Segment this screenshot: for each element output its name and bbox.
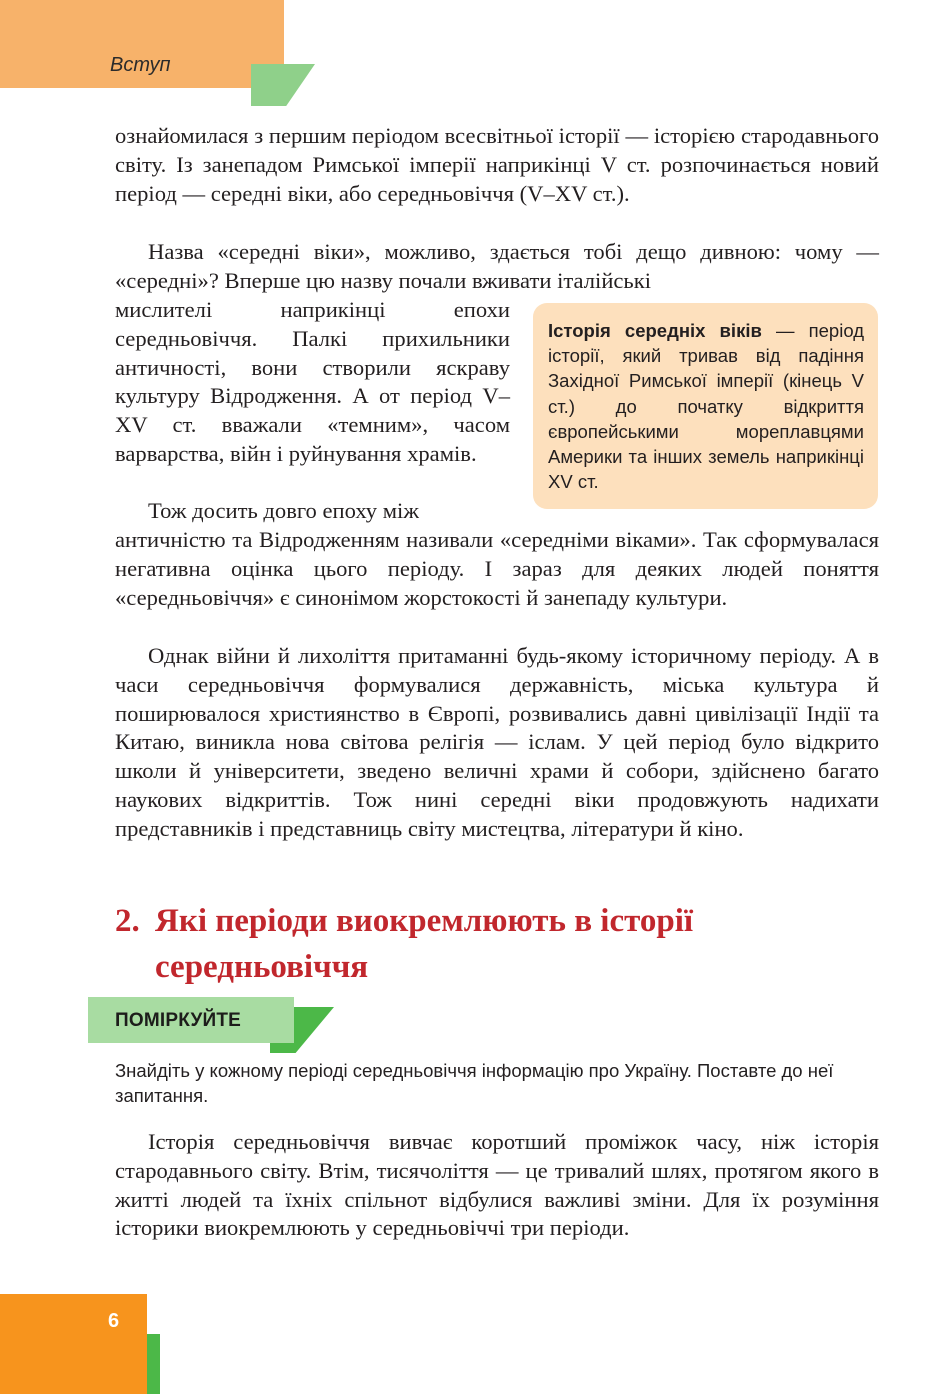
chapter-title: Вступ	[110, 54, 171, 76]
definition-box	[533, 303, 878, 509]
page-number-accent	[147, 1334, 160, 1394]
paragraph-name-origin: Назва «середні віки», можливо, здається тобі дещо дивною: чому — «середні»? Вперше цю назву почали вживати італійські	[115, 239, 879, 293]
definition-text: — період історії, який тривав від падіння Західної Римської імперії (кінець V ст.) до початку відкриття європейськими мореплавцями Америки та інших земель наприкінці XV ст.	[548, 320, 864, 493]
header-ribbon-icon	[251, 64, 315, 106]
paragraph-name-origin-cont: мислителі наприкінці епохи середньовіччя. Палкі прихильники античності, вони створили яскраву культуру Відродження. А от період V–XV ст. вважали «темним», часом варварства, війн і руйнування храмів.	[115, 297, 510, 466]
paragraph-negative-view: античністю та Відродженням називали «середніми віками». Так сформувалася негативна оцінка цього періоду. І зараз для деяких людей поняття «середньовіччя» є синонімом жорстокості й занепаду культури.	[115, 527, 879, 610]
page-number: 6	[108, 1310, 120, 1332]
section-number: 2.	[115, 903, 140, 939]
section-title-line1: Які періоди виокремлюють в історії	[155, 903, 694, 939]
paragraph-negative-start: Тож досить довго епоху між	[148, 498, 419, 523]
think-label: ПОМІРКУЙТЕ	[115, 1010, 242, 1031]
section-heading	[115, 898, 875, 990]
definition-term: Історія середніх віків	[548, 320, 762, 341]
page-number-tab	[0, 1294, 147, 1394]
paragraph-intro: ознайомилася з першим періодом всесвітньої історії — історією стародавнього світу. Із занепадом Римської імперії наприкінці V ст. розпочинається новий період — середні віки, або середньовіччя (V–XV ст.).	[115, 123, 879, 206]
think-task: Знайдіть у кожному періоді середньовіччя інформацію про Україну. Поставте до неї запитання.	[115, 1060, 834, 1106]
paragraph-periods: Історія середньовіччя вивчає коротший проміжок часу, ніж історія стародавнього світу. Втім, тисячоліття — це тривалий шлях, протягом якого в житті людей та їхніх спільнот відбулися важливі зміни. Для їх розуміння історики виокремлюють у середньовіччі три періоди.	[115, 1129, 879, 1241]
paragraph-achievements: Однак війни й лихоліття притаманні будь-якому історичному періоду. А в часи середньовіччя формувалися державність, міська культура й поширювалося християнство в Європі, розвивались давні цивілізації Індії та Китаю, виникла нова світова релігія — іслам. У цей період було відкрито школи й університети, зведено величні храми й собори, здійснено багато наукових відкриттів. Тож нині середні віки продовжують надихати представників і представниць світу мистецтва, літератури й кіно.	[115, 643, 879, 841]
section-title-line2: середньовіччя	[155, 949, 369, 985]
